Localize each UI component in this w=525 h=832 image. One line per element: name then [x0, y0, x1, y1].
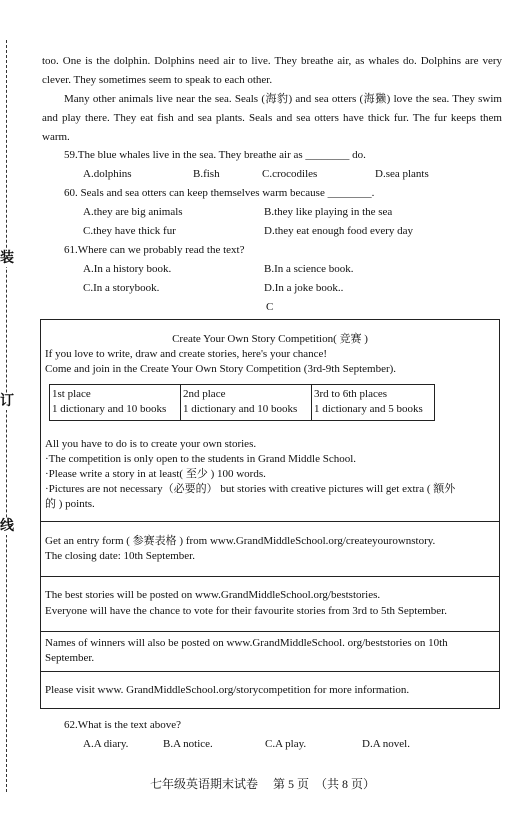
notice-vote: Everyone will have the chance to vote for their favourite stories from 3rd to 5th September.	[45, 605, 447, 617]
notice-intro-line-1: If you love to write, draw and create stories, here's your chance!	[45, 348, 328, 360]
notice-entry-form: Get an entry form ( 参赛表格 ) from www.GrandMiddleSchool.org/createyourownstory.	[45, 535, 436, 547]
notice-closing-date: The closing date: 10th September.	[45, 550, 195, 562]
question-61-stem: 61.Where can we probably read the text?	[64, 244, 245, 256]
prize-cell-third	[312, 385, 435, 421]
question-62-option-a[interactable]: A.A diary.	[83, 738, 129, 750]
question-59-option-a[interactable]: A.dolphins	[83, 168, 132, 180]
question-60-option-b[interactable]: B.they like playing in the sea	[264, 206, 393, 218]
notice-divider	[41, 576, 499, 577]
notice-divider	[41, 521, 499, 522]
notice-rule-line: ·Pictures are not necessary（必要的） but stories with creative pictures will get extra ( 额外	[45, 483, 456, 495]
notice-rule-line: 的 ) points.	[45, 498, 95, 510]
prize-cell-first	[50, 385, 181, 421]
notice-box	[40, 319, 500, 709]
question-59-stem: 59.The blue whales live in the sea. They breathe air as ________ do.	[64, 149, 366, 161]
binding-mark-zhuang: 装	[0, 251, 14, 266]
question-62-stem: 62.What is the text above?	[64, 719, 181, 731]
question-60-option-c[interactable]: C.they have thick fur	[83, 225, 176, 237]
notice-best-stories: The best stories will be posted on www.GrandMiddleSchool.org/beststories.	[45, 589, 381, 601]
notice-rule-line: ·Please write a story in at least( 至少 ) 100 words.	[45, 468, 266, 480]
question-59-option-b[interactable]: B.fish	[193, 168, 220, 180]
question-61-option-a[interactable]: A.In a history book.	[83, 263, 172, 275]
prize-reward: 1 dictionary and 10 books	[52, 403, 167, 415]
question-60-option-d[interactable]: D.they eat enough food every day	[264, 225, 414, 237]
section-letter: C	[266, 301, 274, 313]
question-62-option-c[interactable]: C.A play.	[265, 738, 307, 750]
question-60-option-a[interactable]: A.they are big animals	[83, 206, 183, 218]
notice-divider	[41, 671, 499, 672]
prize-place: 1st place	[52, 388, 91, 400]
binding-line	[6, 40, 7, 792]
prize-table	[49, 384, 435, 421]
binding-mark-xian: 线	[0, 519, 14, 534]
passage-paragraph-1: too. One is the dolphin. Dolphins need air to live. They breathe air, as whales do. Dolphins are very clever. They sometimes seem to speak to each other.	[42, 55, 502, 86]
question-59-option-c[interactable]: C.crocodiles	[262, 168, 318, 180]
question-61-option-b[interactable]: B.In a science book.	[264, 263, 354, 275]
notice-winners-line-1: Names of winners will also be posted on www.GrandMiddleSchool. org/beststories on 10th	[45, 637, 448, 649]
prize-place: 3rd to 6th places	[314, 388, 388, 400]
notice-title: Create Your Own Story Competition( 竞赛 )	[172, 333, 368, 345]
notice-winners-line-2: September.	[45, 652, 95, 664]
question-61-option-c[interactable]: C.In a storybook.	[83, 282, 160, 294]
question-60-stem: 60. Seals and sea otters can keep themselves warm because ________.	[64, 187, 375, 199]
notice-divider	[41, 631, 499, 632]
prize-place: 2nd place	[183, 388, 226, 400]
question-61-option-d[interactable]: D.In a joke book..	[264, 282, 344, 294]
binding-mark-ding: 订	[0, 394, 14, 409]
passage-paragraph-2: Many other animals live near the sea. Seals (海豹) and sea otters (海獭) love the sea. They swim and play there. They eat fish and sea plants. Seals and sea otters have thick fur. The fur keeps them warm.	[42, 93, 502, 143]
prize-reward: 1 dictionary and 5 books	[314, 403, 423, 415]
prize-table-row	[50, 385, 435, 421]
question-62-option-b[interactable]: B.A notice.	[163, 738, 213, 750]
question-59-option-d[interactable]: D.sea plants	[375, 168, 429, 180]
notice-intro-line-2: Come and join in the Create Your Own Story Competition (3rd-9th September).	[45, 363, 397, 375]
question-62-option-d[interactable]: D.A novel.	[362, 738, 410, 750]
page-footer: 七年级英语期末试卷 第 5 页 （共 8 页）	[149, 777, 375, 791]
notice-visit: Please visit www. GrandMiddleSchool.org/storycompetition for more information.	[45, 684, 410, 696]
notice-rule-line: ·The competition is only open to the students in Grand Middle School.	[45, 453, 357, 465]
notice-rule-line: All you have to do is to create your own stories.	[45, 438, 257, 450]
prize-reward: 1 dictionary and 10 books	[183, 403, 298, 415]
prize-cell-second	[181, 385, 312, 421]
